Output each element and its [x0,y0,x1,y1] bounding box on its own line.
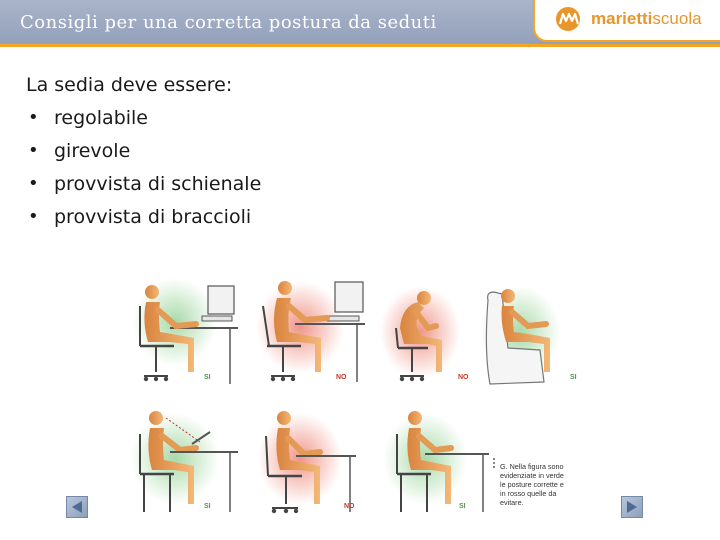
bullet-dot: • [28,140,39,161]
verdict-label: SI [204,503,211,510]
list-item-label: provvista di schienale [54,173,262,195]
logo-brand-bold: marietti [591,9,653,28]
posture-figure-5 [131,411,238,512]
list-item [28,172,261,205]
verdict-label: NO [458,374,469,381]
verdict-label: SI [204,374,211,381]
slide-title: Consigli per una corretta postura da seduti [20,12,437,33]
marietti-logo-icon [555,6,585,32]
list-item-label: regolabile [54,107,148,129]
triangle-right-icon [625,500,639,514]
bullet-dot: • [28,206,39,227]
posture-figure-3 [380,286,469,381]
list-item-label: girevole [54,140,131,162]
posture-figure-1 [133,278,238,384]
posture-figure-4 [480,286,577,384]
triangle-left-icon [70,500,84,514]
list-item [28,139,261,172]
header-accent-line [0,44,720,47]
list-item [28,106,261,139]
posture-figure-6 [258,411,356,513]
caption-marker [493,458,498,468]
verdict-label: NO [344,503,355,510]
verdict-label: SI [459,503,466,510]
bullet-dot: • [28,107,39,128]
figure-caption: G. Nella figura sono evidenziate in verde le posture corrette e in rosso quelle da evitare. [500,462,564,507]
logo-brand-thin: scuola [652,9,702,28]
verdict-label: NO [336,374,347,381]
publisher-logo [533,0,720,42]
verdict-label: SI [570,374,577,381]
posture-figure-2 [256,281,365,382]
next-slide-button[interactable] [621,496,643,518]
logo-text [591,9,702,29]
list-item [28,205,261,238]
intro-text: La sedia deve essere: [26,74,233,96]
bullet-dot: • [28,173,39,194]
posture-figure-7 [383,411,489,512]
requirements-list [28,106,261,238]
list-item-label: provvista di braccioli [54,206,252,228]
previous-slide-button[interactable] [66,496,88,518]
